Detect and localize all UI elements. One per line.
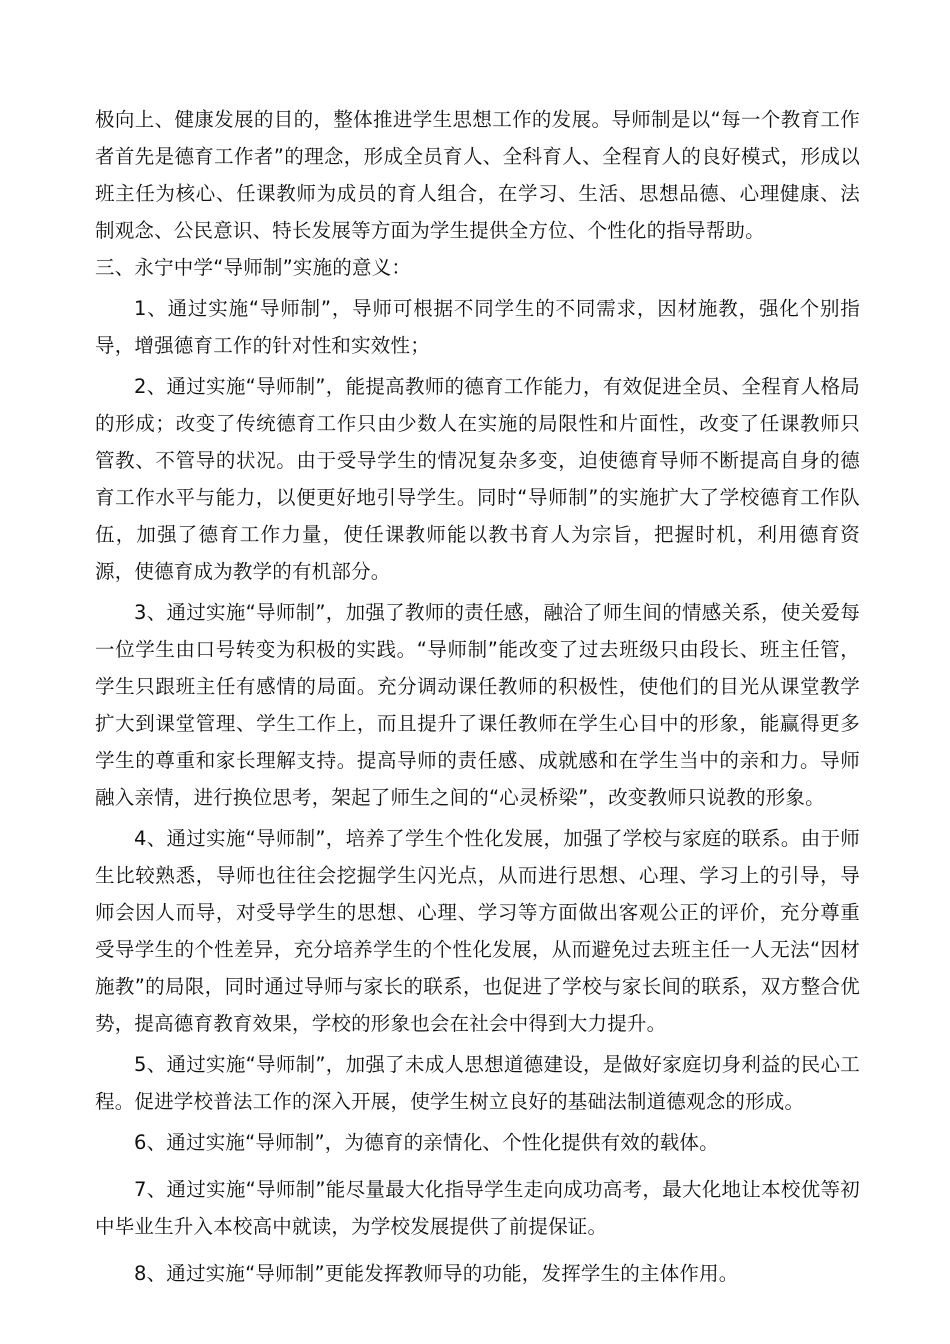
paragraph-item-5: 5、通过实施“导师制”，加强了未成人思想道德建设，是做好家庭切身利益的民心工程。促进学校普法工作的深入开展，使学生树立良好的基础法制道德观念的形成。 bbox=[95, 1053, 860, 1113]
paragraph-item-8: 8、通过实施“导师制”更能发挥教师导的功能，发挥学生的主体作用。 bbox=[134, 1262, 739, 1285]
paragraph-item-6: 6、通过实施“导师制”，为德育的亲情化、个性化提供有效的载体。 bbox=[134, 1131, 719, 1154]
section-heading: 三、永宁中学“导师制”实施的意义： bbox=[95, 256, 412, 279]
paragraph-item-4: 4、通过实施“导师制”，培养了学生个性化发展，加强了学校与家庭的联系。由于师生比较熟悉，导师也往往会挖掘学生闪光点，从而进行思想、心理、学习上的引导，导师会因人而导，对受导学生的思想、心理、学习等方面做出客观公正的评价，充分尊重受导学生的个性差异，充分培养学生的个性化发展，从而避免过去班主任一人无法“因材施教”的局限，同时通过导师与家长的联系，也促进了学校与家长间的联系，双方整合优势，提高德育教育效果，学校的形象也会在社会中得到大力提升。 bbox=[95, 827, 860, 1035]
paragraph-item-2: 2、通过实施“导师制”，能提高教师的德育工作能力，有效促进全员、全程育人格局的形成；改变了传统德育工作只由少数人在实施的局限性和片面性，改变了任课教师只管教、不管导的状况。由于受导学生的情况复杂多变，迫使德育导师不断提高自身的德育工作水平与能力，以便更好地引导学生。同时“导师制”的实施扩大了学校德育工作队伍，加强了德育工作力量，使任课教师能以教书育人为宗旨，把握时机，利用德育资源，使德育成为教学的有机部分。 bbox=[95, 375, 860, 583]
paragraph-item-3: 3、通过实施“导师制”，加强了教师的责任感，融洽了师生间的情感关系，使关爱每一位学生由口号转变为积极的实践。“导师制”能改变了过去班级只由段长、班主任管，学生只跟班主任有感情的局面。充分调动课任教师的积极性，使他们的目光从课堂教学扩大到课堂管理、学生工作上，而且提升了课任教师在学生心目中的形象，能赢得更多学生的尊重和家长理解支持。提高导师的责任感、成就感和在学生当中的亲和力。导师融入亲情，进行换位思考，架起了师生之间的“心灵桥梁”，改变教师只说教的形象。 bbox=[95, 601, 860, 809]
document-body bbox=[95, 101, 860, 1292]
paragraph-item-7: 7、通过实施“导师制”能尽量最大化指导学生走向成功高考，最大化地让本校优等初中毕业生升入本校高中就读，为学校发展提供了前提保证。 bbox=[95, 1178, 860, 1238]
paragraph-intro: 极向上、健康发展的目的，整体推进学生思想工作的发展。导师制是以“每一个教育工作者首先是德育工作者”的理念，形成全员育人、全科育人、全程育人的良好模式，形成以班主任为核心、任课教师为成员的育人组合，在学习、生活、思想品德、心理健康、法制观念、公民意识、特长发展等方面为学生提供全方位、个性化的指导帮助。 bbox=[95, 108, 860, 242]
paragraph-item-1: 1、通过实施“导师制”，导师可根据不同学生的不同需求，因材施教，强化个别指导，增强德育工作的针对性和实效性； bbox=[95, 297, 860, 357]
